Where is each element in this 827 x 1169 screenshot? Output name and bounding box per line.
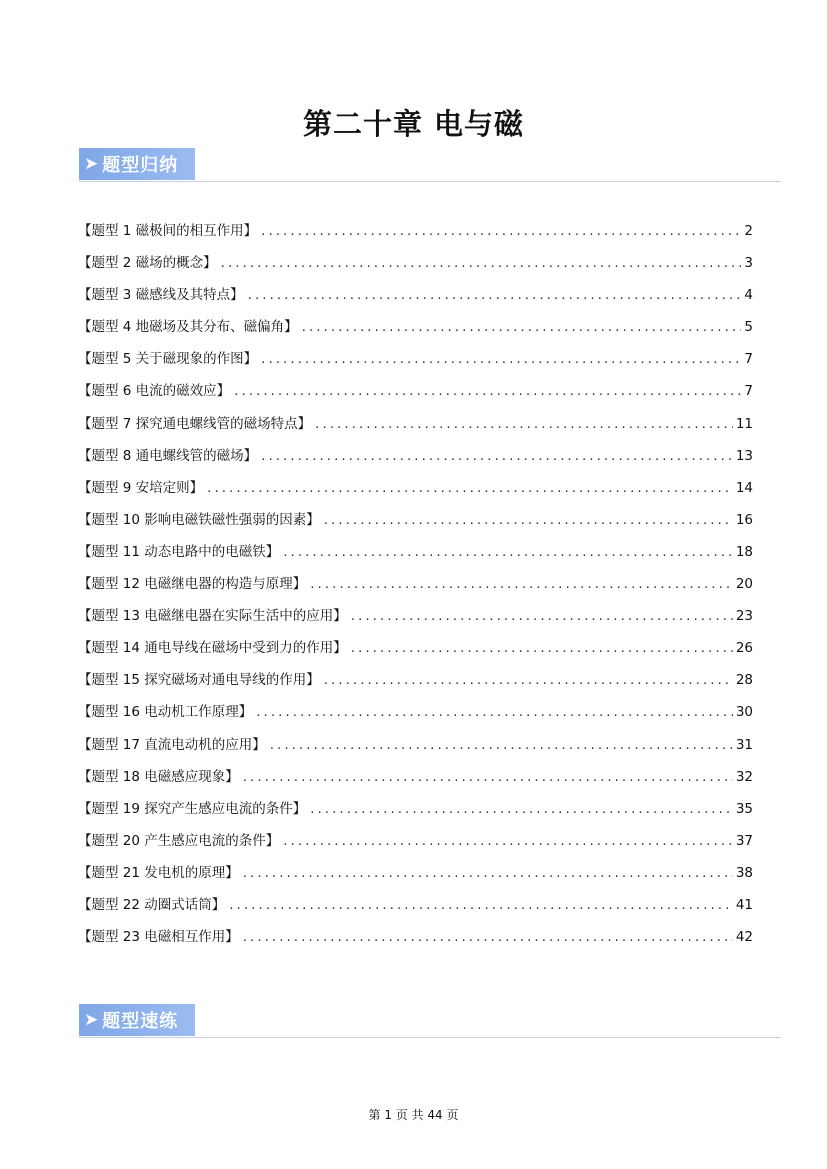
section-tab [79,148,195,180]
toc-page-number: 30 [735,704,753,721]
toc-page-number: 11 [735,415,753,432]
toc-leader-dots [351,608,733,624]
toc-item-label: 【题型 22 动圈式话筒】 [78,896,226,913]
section-label: 题型归纳 [102,155,179,176]
toc-page-number: 16 [735,511,753,528]
toc-item-label: 【题型 15 探究磁场对通电导线的作用】 [78,672,320,689]
toc-page-number: 20 [735,576,753,593]
toc-item[interactable] [78,508,753,540]
page-footer: 第 1 页 共 44 页 [368,1108,459,1122]
toc-leader-dots [324,512,733,528]
toc-page-number: 41 [735,896,753,913]
toc-item-label: 【题型 9 安培定则】 [78,479,204,496]
toc-item-label: 【题型 20 产生感应电流的条件】 [78,832,280,849]
toc-item-label: 【题型 19 探究产生感应电流的条件】 [78,800,307,817]
toc-item[interactable] [78,379,753,411]
toc-page-number: 31 [735,736,753,753]
toc-item[interactable] [78,540,753,572]
toc-item-label: 【题型 11 动态电路中的电磁铁】 [78,543,280,560]
toc-item-label: 【题型 12 电磁继电器的构造与原理】 [78,576,307,593]
toc-page-number: 37 [735,832,753,849]
toc-item[interactable] [78,765,753,797]
toc-item-label: 【题型 4 地磁场及其分布、磁偏角】 [78,319,298,336]
toc-item[interactable] [78,444,753,476]
toc-item-label: 【题型 3 磁感线及其特点】 [78,287,244,304]
toc-item[interactable] [78,347,753,379]
toc-leader-dots [261,448,733,464]
toc-item-label: 【题型 13 电磁继电器在实际生活中的应用】 [78,608,347,625]
toc-item[interactable] [78,412,753,444]
toc-leader-dots [243,769,733,785]
toc-item-label: 【题型 7 探究通电螺线管的磁场特点】 [78,415,312,432]
toc-item[interactable] [78,668,753,700]
toc-item-label: 【题型 18 电磁感应现象】 [78,768,239,785]
toc-item-label: 【题型 2 磁场的概念】 [78,255,217,272]
toc-item-label: 【题型 17 直流电动机的应用】 [78,736,266,753]
toc-leader-dots [283,544,733,560]
toc-item[interactable] [78,861,753,893]
arrow-icon: ➤ [84,154,99,174]
toc-leader-dots [315,416,733,432]
section-label: 题型速练 [102,1011,179,1032]
toc-item-label: 【题型 14 通电导线在磁场中受到力的作用】 [78,640,347,657]
toc-leader-dots [283,833,733,849]
toc-page-number: 18 [735,543,753,560]
toc-item-label: 【题型 6 电流的磁效应】 [78,383,231,400]
toc-item[interactable] [78,604,753,636]
toc-leader-dots [248,287,742,303]
toc-item[interactable] [78,283,753,315]
toc-page-number: 4 [744,287,753,304]
toc-item[interactable] [78,925,753,957]
toc-page-number: 35 [735,800,753,817]
toc-item-label: 【题型 21 发电机的原理】 [78,864,239,881]
toc-item[interactable] [78,700,753,732]
toc-page-number: 3 [744,255,753,272]
toc-item-label: 【题型 10 影响电磁铁磁性强弱的因素】 [78,511,320,528]
section-header-question-types [79,148,781,182]
toc-leader-dots [243,865,733,881]
toc-leader-dots [229,897,733,913]
toc-page-number: 26 [735,640,753,657]
toc-page-number: 42 [735,929,753,946]
toc-leader-dots [310,801,733,817]
toc-leader-dots [270,737,733,753]
toc-item-label: 【题型 8 通电螺线管的磁场】 [78,447,258,464]
toc-item[interactable] [78,476,753,508]
toc-leader-dots [261,351,741,367]
toc-page-number: 38 [735,864,753,881]
section-header-practice [79,1004,781,1038]
toc-item-label: 【题型 5 关于磁现象的作图】 [78,351,258,368]
arrow-icon: ➤ [84,1010,99,1030]
toc-page-number: 28 [735,672,753,689]
toc-leader-dots [302,319,742,335]
toc-item-label: 【题型 1 磁极间的相互作用】 [78,223,258,239]
toc-leader-dots [351,640,733,656]
table-of-contents [78,219,753,957]
toc-page-number: 32 [735,768,753,785]
toc-item-label: 【题型 16 电动机工作原理】 [78,704,253,721]
toc-leader-dots [324,672,733,688]
toc-leader-dots [243,929,733,945]
toc-item[interactable] [78,797,753,829]
toc-leader-dots [256,704,733,720]
toc-item[interactable] [78,636,753,668]
toc-leader-dots [310,576,733,592]
section-tab [79,1004,195,1036]
toc-page-number: 7 [744,351,753,368]
toc-leader-dots [261,223,741,239]
page-title: 第二十章 电与磁 [302,107,525,141]
toc-item[interactable] [78,572,753,604]
toc-page-number: 23 [735,608,753,625]
toc-leader-dots [207,480,733,496]
toc-page-number: 7 [744,383,753,400]
toc-item-label: 【题型 23 电磁相互作用】 [78,929,239,946]
toc-item[interactable] [78,251,753,283]
toc-leader-dots [221,255,742,271]
toc-item[interactable] [78,829,753,861]
toc-page-number: 2 [744,223,753,239]
toc-page-number: 14 [735,479,753,496]
toc-page-number: 13 [735,447,753,464]
toc-item[interactable] [78,219,753,251]
toc-leader-dots [234,383,741,399]
toc-page-number: 5 [744,319,753,336]
toc-item[interactable] [78,733,753,765]
toc-item[interactable] [78,893,753,925]
toc-item[interactable] [78,315,753,347]
